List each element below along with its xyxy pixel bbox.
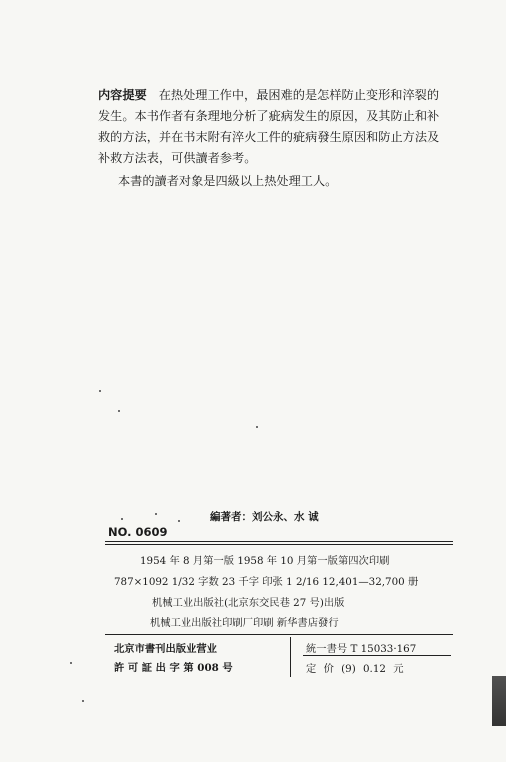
permit-line-2: 許 可 証 出 字 第 008 号 — [114, 662, 233, 674]
page-edge-shadow — [492, 676, 506, 726]
printer-line: 机械工业出版社印刷厂印刷 新华書店發行 — [150, 617, 339, 629]
publisher-line: 机械工业出版社(北京东交民巷 27 号)出版 — [152, 597, 345, 609]
book-number: NO. 0609 — [108, 525, 168, 539]
divider-price — [303, 655, 451, 656]
permit-line-1: 北京市書刊出版业营业 — [114, 643, 217, 655]
divider-top — [105, 541, 453, 542]
editor-credit: 編著者：刘公永、水 诚 — [210, 511, 319, 523]
divider-top-thin — [105, 544, 453, 545]
content-summary — [98, 85, 448, 169]
summary-text: 在热处理工作中，最困难的是怎样防止变形和淬裂的发生。本书作者有条理地分析了疵病发生的原因，及其防止和补救的方法，并在书末附有淬火工件的疵病發生原因和防止方法及补救方法表，可供讀者参考。 — [98, 88, 440, 165]
divider-bottom — [105, 634, 453, 635]
reader-note: 本書的讀者对象是四級以上热处理工人。 — [118, 174, 338, 188]
divider-vertical — [290, 637, 291, 677]
edition-line: 1954 年 8 月第一版 1958 年 10 月第一版第四次印刷 — [140, 555, 390, 567]
price: 定 价 (9) 0.12 元 — [306, 663, 404, 675]
format-line: 787×1092 1/32 字数 23 千字 印张 1 2/16 12,401—32,700 册 — [114, 576, 419, 588]
unified-book-number: 統一書号 T 15033·167 — [306, 643, 417, 655]
summary-label: 内容提要 — [98, 88, 147, 102]
